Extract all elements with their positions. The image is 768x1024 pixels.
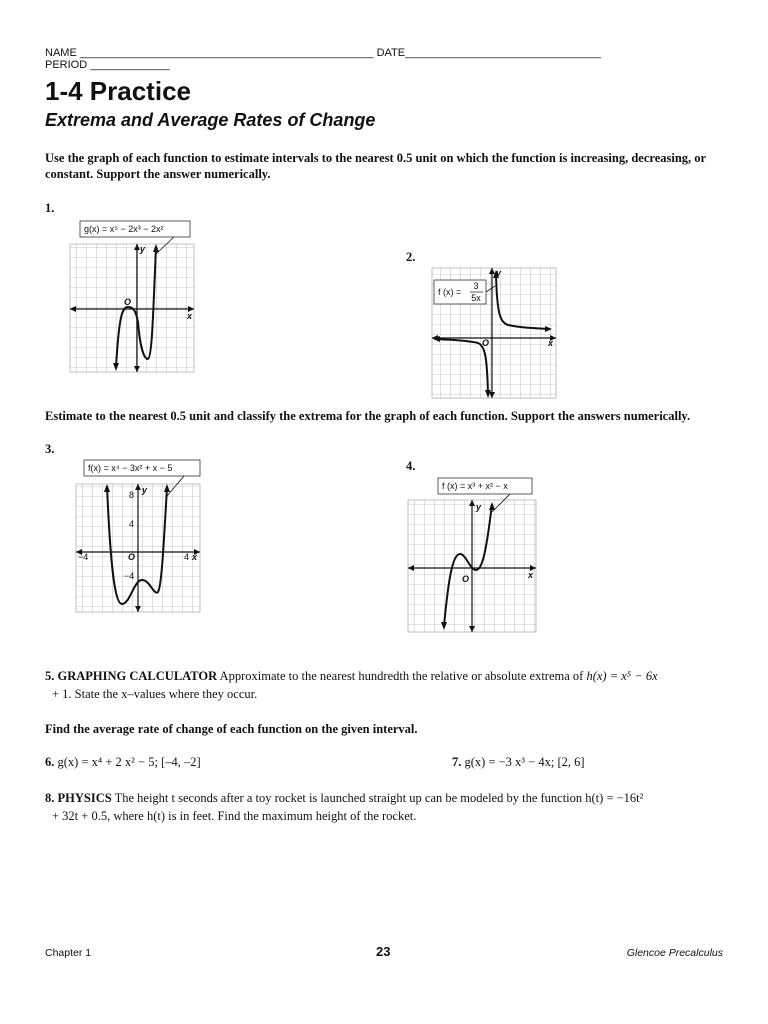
problem-8-topic: PHYSICS	[57, 791, 112, 805]
date-label: DATE	[376, 47, 406, 59]
period-label: PERIOD	[45, 59, 88, 71]
graph-2	[430, 264, 560, 400]
problem-5-topic: GRAPHING CALCULATOR	[57, 669, 218, 683]
graph-2-origin-label: O	[482, 338, 490, 348]
graph-3-tick-4-x: 4	[184, 552, 190, 562]
problem-5-number: 5.	[45, 669, 55, 683]
name-label: NAME	[45, 47, 77, 59]
problem-7-number: 7.	[452, 755, 462, 769]
graph-3-x-axis-label: x	[192, 552, 198, 562]
graph-1-x-axis-label: x	[187, 311, 193, 321]
instructions-average-rate: Find the average rate of change of each function on the given interval.	[45, 722, 418, 736]
graph-3-origin-label: O	[128, 552, 136, 562]
problem-8-text: The height t seconds after a toy rocket is launched straight up can be modeled by the function h(t) = −16t²	[111, 791, 644, 805]
problem-5-function: h(x) = x⁵ − 6x	[586, 669, 658, 683]
problem-8-continued: + 32t + 0.5, where h(t) is in feet. Find the maximum height of the rocket.	[52, 809, 417, 823]
graph-3-function-label: f(x) = x⁴ − 3x² + x − 5	[88, 463, 173, 473]
graph-3-tick-neg4-y: −4	[124, 571, 135, 581]
question-1-number: 1.	[45, 201, 55, 215]
graph-4-x-axis-label: x	[528, 570, 534, 580]
problem-8-number: 8.	[45, 791, 55, 805]
instructions-extrema: Estimate to the nearest 0.5 unit and classify the extrema for the graph of each function. Support the answers numerically.	[45, 409, 691, 423]
page-title: 1-4 Practice	[45, 76, 191, 106]
question-3-number: 3.	[45, 442, 55, 456]
problem-5-continued: + 1. State the x–values where they occur.	[52, 687, 258, 701]
footer-page-number: 23	[376, 944, 391, 959]
period-blank: _____________	[87, 59, 170, 71]
graph-3-tick-4: 4	[129, 519, 135, 529]
problem-5-text: Approximate to the nearest hundredth the relative or absolute extrema of	[217, 669, 587, 683]
problem-6	[45, 754, 201, 771]
header-line	[45, 47, 725, 71]
problem-7-text: g(x) = −3 x³ − 4x; [2, 6]	[464, 755, 585, 769]
problem-8	[45, 790, 735, 807]
graph-1-y-axis-label: y	[140, 244, 146, 254]
question-2-number: 2.	[406, 250, 416, 264]
graph-4-y-axis-label: y	[476, 502, 482, 512]
graph-3	[72, 456, 206, 616]
instructions-increasing: Use the graph of each function to estimate intervals to the nearest 0.5 unit on which the function is increasing, decreasing, or constant. Support the answer numerically.	[45, 151, 706, 181]
problem-6-number: 6.	[45, 755, 55, 769]
graph-2-function-denominator: 5x	[471, 293, 481, 303]
name-blank: ________________________________________________	[76, 47, 374, 59]
graph-3-y-axis-label: y	[142, 485, 148, 495]
graph-1-function-label: g(x) = x⁵ − 2x³ − 2x²	[84, 224, 164, 234]
graph-4	[404, 474, 540, 636]
graph-3-tick-8: 8	[129, 490, 135, 500]
question-4-number: 4.	[406, 459, 416, 473]
graph-2-function-numerator: 3	[473, 281, 479, 291]
graph-1-origin-label: O	[124, 297, 132, 307]
page-subtitle: Extrema and Average Rates of Change	[45, 110, 376, 130]
footer-book-title: Glencoe Precalculus	[626, 947, 723, 959]
date-blank: ________________________________	[405, 47, 601, 59]
graph-2-y-axis-label: y	[496, 268, 502, 278]
graph-3-tick-neg4-x: −4	[78, 552, 89, 562]
graph-1	[66, 217, 198, 377]
graph-2-function-lhs: f (x) =	[438, 287, 462, 297]
graph-4-origin-label: O	[462, 574, 470, 584]
graph-2-x-axis-label: x	[548, 338, 554, 348]
problem-7	[452, 754, 585, 771]
problem-5	[45, 668, 735, 685]
problem-6-text: g(x) = x⁴ + 2 x² − 5; [–4, –2]	[57, 755, 201, 769]
graph-4-function-label: f (x) = x³ + x² − x	[442, 481, 508, 491]
footer-chapter: Chapter 1	[45, 947, 92, 959]
